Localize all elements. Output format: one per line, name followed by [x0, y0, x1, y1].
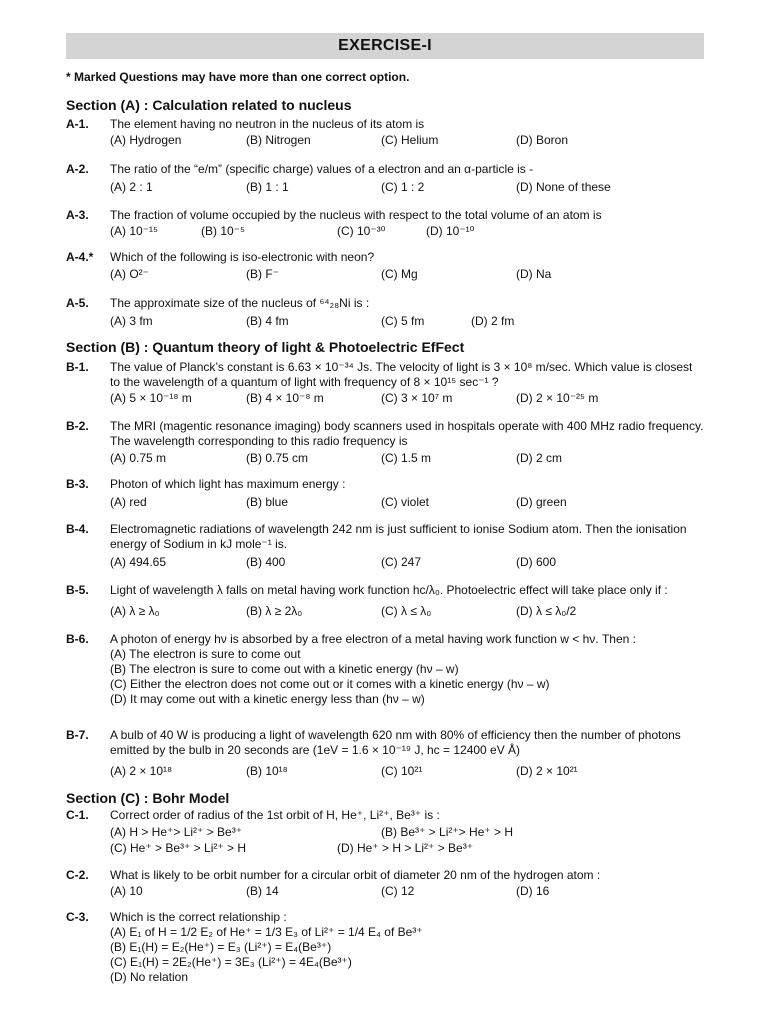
option-a: (A) 3 fm	[110, 314, 153, 328]
question-line: The fraction of volume occupied by the nucleus with respect to the total volume of an atom is	[110, 208, 602, 222]
option-d: (D) Boron	[516, 133, 569, 147]
option-d: (D) 2 × 10⁻²⁵ m	[516, 391, 599, 405]
option-c: (C) λ ≤ λ₀	[381, 604, 432, 618]
page-title: EXERCISE-I	[338, 37, 432, 54]
option-c: (C) 5 fm	[381, 314, 425, 328]
question-line: (A) E₁ of H = 1/2 E₂ of He⁺ = 1/3 E₃ of Li²⁺ = 1/4 E₄ of Be³⁺	[110, 925, 423, 939]
question-text	[110, 910, 710, 985]
option-d: (D) Na	[516, 267, 552, 281]
question-line: to the wavelength of a quantum of light with frequency of 8 × 10¹⁵ sec⁻¹ ?	[110, 375, 499, 389]
question-line: (D) It may come out with a kinetic energy less than (hν – w)	[110, 692, 425, 706]
option-b: (B) 14	[246, 884, 279, 898]
question-number: B-4.	[66, 522, 89, 536]
question-number: A-1.	[66, 117, 89, 131]
option-d: (D) None of these	[516, 180, 611, 194]
question-line: (B) E₁(H) = E₂(He⁺) = E₃ (Li²⁺) = E₄(Be³⁺)	[110, 940, 332, 954]
question-line: A bulb of 40 W is producing a light of wavelength 620 nm with 80% of efficiency then the number of photons	[110, 728, 681, 742]
question-line: (B) The electron is sure to come out with a kinetic energy (hν – w)	[110, 662, 459, 676]
option-b: (B) λ ≥ 2λ₀	[246, 604, 303, 618]
question-text	[110, 808, 710, 823]
option-b: (B) 1 : 1	[246, 180, 289, 194]
option-d: (D) 2 fm	[471, 314, 515, 328]
option-c: (C) 1 : 2	[381, 180, 425, 194]
question-line: The element having no neutron in the nucleus of its atom is	[110, 117, 425, 131]
option-a: (A) 0.75 m	[110, 451, 167, 465]
question-number: A-4.*	[66, 250, 94, 264]
section-c-heading: Section (C) : Bohr Model	[66, 790, 230, 806]
question-line: emitted by the bulb in 20 seconds are (1eV = 1.6 × 10⁻¹⁹ J, hc = 12400 eV Å)	[110, 743, 521, 757]
section-b-heading: Section (B) : Quantum theory of light & Photoelectric EfFect	[66, 339, 465, 355]
question-text	[110, 162, 710, 177]
option-c: (C) 247	[381, 555, 422, 569]
question-number: B-7.	[66, 728, 89, 742]
question-line: Which is the correct relationship :	[110, 910, 287, 924]
question-line: energy of Sodium in kJ mole⁻¹ is.	[110, 537, 288, 551]
option-c: (C) 10²¹	[381, 764, 423, 778]
question-text	[110, 868, 710, 883]
question-line: (A) The electron is sure to come out	[110, 647, 301, 661]
option-c: (C) 10⁻³⁰	[337, 224, 386, 238]
question-number: B-2.	[66, 419, 89, 433]
section-a-heading: Section (A) : Calculation related to nucleus	[66, 97, 352, 113]
option-d: (D) 600	[516, 555, 557, 569]
question-number: C-1.	[66, 808, 89, 822]
option-b: (B) F⁻	[246, 267, 279, 281]
question-text	[110, 632, 710, 707]
question-line: The wavelength corresponding to this radio frequency is	[110, 434, 408, 448]
option-a: (A) 494.65	[110, 555, 167, 569]
question-number: A-5.	[66, 296, 89, 310]
option-d: (D) 2 × 10²¹	[516, 764, 578, 778]
question-number: A-2.	[66, 162, 89, 176]
question-line: The MRI (magentic resonance imaging) body scanners used in hospitals operate with 400 MHz radio frequency.	[110, 419, 704, 433]
question-text	[110, 419, 710, 449]
question-text	[110, 522, 710, 552]
option-d: (D) 10⁻¹⁰	[426, 224, 475, 238]
instruction-note: * Marked Questions may have more than one correct option.	[66, 70, 410, 84]
question-line: The ratio of the “e/m” (specific charge) values of a electron and an α-particle is -	[110, 162, 534, 176]
option-d: (D) He⁺ > H > Li²⁺ > Be³⁺	[337, 841, 474, 855]
question-line: Electromagnetic radiations of wavelength 242 nm is just sufficient to ionise Sodium atom. Then the ionisation	[110, 522, 687, 536]
option-c: (C) 12	[381, 884, 415, 898]
option-b: (B) Nitrogen	[246, 133, 311, 147]
option-d: (D) 2 cm	[516, 451, 562, 465]
question-line: (C) Either the electron does not come out or it comes with a kinetic energy (hν – w)	[110, 677, 550, 691]
question-number: B-5.	[66, 583, 89, 597]
option-a: (A) λ ≥ λ₀	[110, 604, 160, 618]
question-line: The value of Planck’s constant is 6.63 × 10⁻³⁴ Js. The velocity of light is 3 × 10⁸ m/sec. Which value is closest	[110, 360, 693, 374]
question-number: B-3.	[66, 477, 89, 491]
question-text	[110, 117, 710, 132]
option-a: (A) 2 × 10¹⁸	[110, 764, 173, 778]
question-number: B-1.	[66, 360, 89, 374]
exercise-banner	[66, 33, 704, 59]
option-a: (A) 5 × 10⁻¹⁸ m	[110, 391, 192, 405]
option-d: (D) 16	[516, 884, 550, 898]
question-line: The approximate size of the nucleus of ⁶⁴₂₈Ni is :	[110, 296, 370, 310]
question-text	[110, 477, 710, 492]
question-line: (C) E₁(H) = 2E₂(He⁺) = 3E₃ (Li²⁺) = 4E₄(Be³⁺)	[110, 955, 352, 969]
question-text	[110, 250, 710, 265]
option-d: (D) λ ≤ λ₀/2	[516, 604, 577, 618]
question-line: Light of wavelength λ falls on metal having work function hc/λ₀. Photoelectric effect will take place only if :	[110, 583, 668, 597]
option-b: (B) 4 × 10⁻⁸ m	[246, 391, 324, 405]
option-b: (B) 0.75 cm	[246, 451, 309, 465]
option-c: (C) Mg	[381, 267, 418, 281]
question-line: A photon of energy hν is absorbed by a free electron of a metal having work function w < hν. Then :	[110, 632, 636, 646]
question-text	[110, 360, 710, 390]
option-c: (C) 3 × 10⁷ m	[381, 391, 453, 405]
option-a: (A) 2 : 1	[110, 180, 153, 194]
question-line: (D) No relation	[110, 970, 189, 984]
question-text	[110, 583, 710, 598]
question-line: Photon of which light has maximum energy :	[110, 477, 346, 491]
question-number: A-3.	[66, 208, 89, 222]
option-a: (A) H > He⁺> Li²⁺ > Be³⁺	[110, 825, 243, 839]
option-c: (C) 1.5 m	[381, 451, 432, 465]
option-c: (C) violet	[381, 495, 430, 509]
option-a: (A) O²⁻	[110, 267, 149, 281]
option-a: (A) 10⁻¹⁵	[110, 224, 158, 238]
question-text	[110, 296, 710, 311]
option-a: (A) 10	[110, 884, 143, 898]
option-a: (A) red	[110, 495, 147, 509]
option-b: (B) 4 fm	[246, 314, 289, 328]
option-a: (A) Hydrogen	[110, 133, 182, 147]
question-number: C-3.	[66, 910, 89, 924]
option-b: (B) 10¹⁸	[246, 764, 288, 778]
option-c: (C) He⁺ > Be³⁺ > Li²⁺ > H	[110, 841, 247, 855]
option-b: (B) 400	[246, 555, 286, 569]
option-c: (C) Helium	[381, 133, 439, 147]
option-d: (D) green	[516, 495, 567, 509]
question-text	[110, 728, 710, 758]
question-number: B-6.	[66, 632, 89, 646]
option-b: (B) Be³⁺ > Li²⁺> He⁺ > H	[381, 825, 514, 839]
question-line: What is likely to be orbit number for a circular orbit of diameter 20 nm of the hydrogen atom :	[110, 868, 601, 882]
question-number: C-2.	[66, 868, 89, 882]
question-line: Which of the following is iso-electronic with neon?	[110, 250, 375, 264]
option-b: (B) 10⁻⁵	[201, 224, 245, 238]
question-line: Correct order of radius of the 1st orbit of H, He⁺, Li²⁺, Be³⁺ is :	[110, 808, 440, 822]
question-text	[110, 208, 710, 223]
option-b: (B) blue	[246, 495, 289, 509]
